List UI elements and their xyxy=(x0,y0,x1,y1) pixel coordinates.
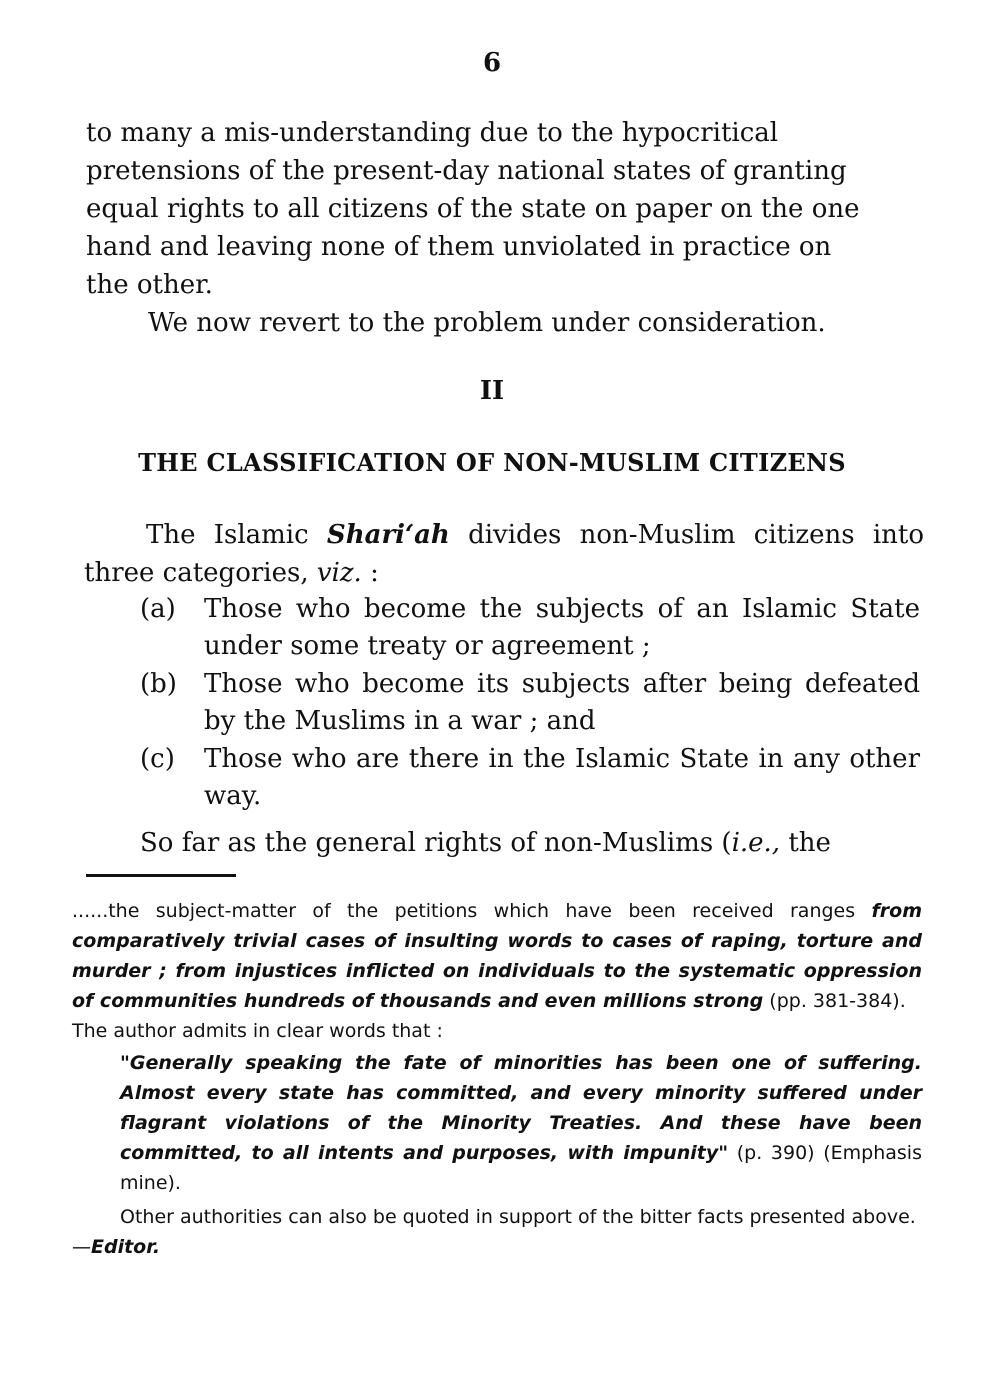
footnote-editor: Editor. xyxy=(91,1236,161,1258)
footnote xyxy=(72,896,922,1262)
footnote-opening-text: ......the subject-matter of the petitions which have been received ranges xyxy=(72,900,872,922)
footnote-quote-ref: (p. 390) (Emphasis mine). xyxy=(120,1142,922,1194)
paragraph-line: equal rights to all citizens of the state on paper on the one xyxy=(86,194,860,224)
list-item xyxy=(140,591,920,665)
page-number: 6 xyxy=(482,48,502,78)
paragraph-intro xyxy=(84,516,924,592)
footnote-opening xyxy=(72,896,922,1016)
list-item xyxy=(140,666,920,740)
paragraph-line: pretensions of the present-day national states of granting xyxy=(86,156,847,186)
paragraph-line: hand and leaving none of them unviolated in practice on xyxy=(86,232,832,262)
shariah-term: Shari‘ah xyxy=(326,520,450,550)
intro-text-middle: divides non-Muslim citizens into three categories, xyxy=(84,520,925,588)
paragraph-rights xyxy=(140,824,920,862)
viz-term: viz. xyxy=(316,558,362,588)
list-item xyxy=(140,741,920,815)
paragraph-line: to many a mis-understanding due to the hypocritical xyxy=(86,118,779,148)
list-item-text: Those who become its subjects after being defeated by the Muslims in a war ; and xyxy=(204,669,920,736)
list-marker: (c) xyxy=(140,744,175,774)
footnote-closing xyxy=(72,1202,922,1262)
paragraph-revert: We now revert to the problem under consideration. xyxy=(148,308,826,338)
footnote-quote-emphasis: "Generally speaking the fate of minorities has been one of suffering. Almost every state has committed, and every minority suffered under flagrant violations of the Minority Treaties. And these have been committed, to all intents and purposes, with impunity" xyxy=(120,1052,922,1164)
ie-term: i.e., xyxy=(731,828,781,858)
paragraph-continuation xyxy=(86,114,926,304)
footnote-opening-ref: (pp. 381-384). xyxy=(763,990,906,1012)
list-item-text: Those who become the subjects of an Islamic State under some treaty or agreement ; xyxy=(204,594,920,661)
section-number: II xyxy=(479,376,505,406)
list-item-text: Those who are there in the Islamic State in any other way. xyxy=(204,744,920,811)
intro-text-after: : xyxy=(361,558,379,588)
paragraph-line: the other. xyxy=(86,270,213,300)
footnote-quote xyxy=(72,1048,922,1198)
rights-text-after: the xyxy=(780,828,831,858)
section-title: THE CLASSIFICATION OF NON-MUSLIM CITIZENS xyxy=(138,448,846,477)
list-marker: (a) xyxy=(140,594,176,624)
footnote-closing-text: Other authorities can also be quoted in support of the bitter facts presented above.— xyxy=(72,1206,916,1258)
footnote-divider xyxy=(86,874,236,877)
list-marker: (b) xyxy=(140,669,177,699)
footnote-opening-emphasis: from comparatively trivial cases of insulting words to cases of raping, torture and murder ; from injustices inflicted on individuals to the systematic oppression of communities hundreds of thousands and even millions strong xyxy=(72,900,922,1012)
footnote-admission: The author admits in clear words that : xyxy=(72,1020,443,1042)
rights-text-before: So far as the general rights of non-Muslims ( xyxy=(140,828,732,858)
intro-text-before: The Islamic xyxy=(146,520,327,550)
category-list xyxy=(140,591,920,816)
